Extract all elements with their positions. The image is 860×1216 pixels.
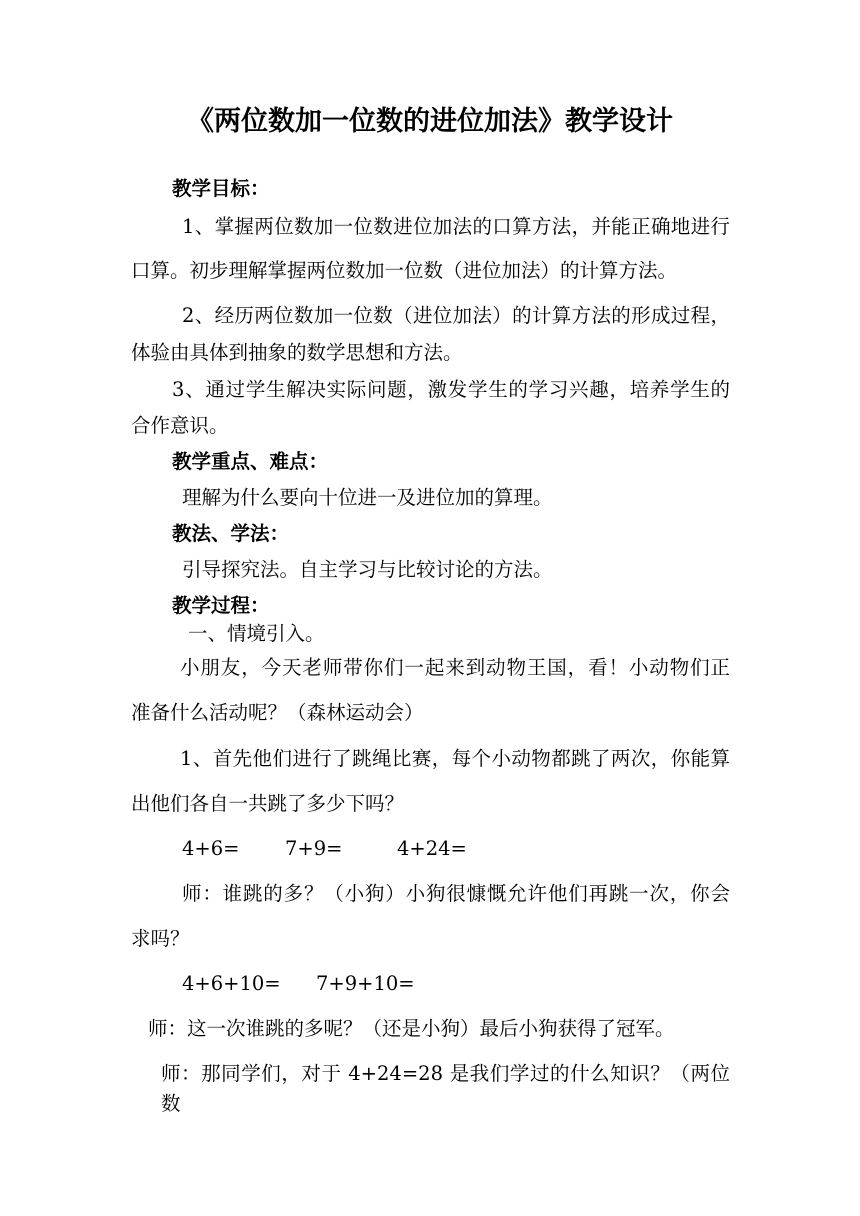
objective-1-line1: 1、掌握两位数加一位数进位加法的口算方法，并能正确地进行 [182, 215, 730, 238]
methods-text: 引导探究法。自主学习与比较讨论的方法。 [182, 558, 553, 581]
process-heading: 教学过程： [172, 594, 270, 617]
equation-a3: 4+24= [397, 837, 467, 860]
objective-2-line2: 体验由具体到抽象的数学思想和方法。 [131, 341, 463, 364]
intro-line2: 准备什么活动呢？（森林运动会） [131, 701, 424, 724]
objective-3-line2: 合作意识。 [131, 414, 229, 437]
equation-a1: 4+6= [182, 837, 240, 860]
equation-a2: 7+9= [285, 837, 343, 860]
teacher-1-line2: 求吗？ [131, 927, 190, 950]
keypoints-heading: 教学重点、难点： [172, 450, 329, 473]
equation-b2: 7+9+10= [316, 972, 415, 995]
intro-line1: 小朋友，今天老师带你们一起来到动物王国，看！小动物们正 [180, 656, 730, 679]
equation-b1: 4+6+10= [182, 972, 281, 995]
objective-2-line1: 2、经历两位数加一位数（进位加法）的计算方法的形成过程， [182, 304, 730, 327]
question-1-line2: 出他们各自一共跳了多少下吗？ [131, 792, 405, 815]
objectives-heading: 教学目标： [172, 177, 270, 200]
document-title: 《两位数加一位数的进位加法》教学设计 [187, 106, 673, 137]
objective-3-line1: 3、通过学生解决实际问题，激发学生的学习兴趣，培养学生的 [172, 378, 730, 401]
methods-heading: 教法、学法： [172, 522, 290, 545]
teacher-2: 师：这一次谁跳的多呢？（还是小狗）最后小狗获得了冠军。 [148, 1017, 675, 1040]
question-1-line1: 1、首先他们进行了跳绳比赛，每个小动物都跳了两次，你能算 [180, 747, 730, 770]
keypoints-text: 理解为什么要向十位进一及进位加的算理。 [182, 486, 553, 509]
section-1-heading: 一、情境引入。 [188, 622, 325, 645]
teacher-3: 师：那同学们，对于 4+24=28 是我们学过的什么知识？（两位数 [161, 1062, 730, 1115]
teacher-1-line1: 师：谁跳的多？（小狗）小狗很慷慨允许他们再跳一次，你会 [182, 882, 730, 905]
objective-1-line2: 口算。初步理解掌握两位数加一位数（进位加法）的计算方法。 [131, 259, 678, 282]
